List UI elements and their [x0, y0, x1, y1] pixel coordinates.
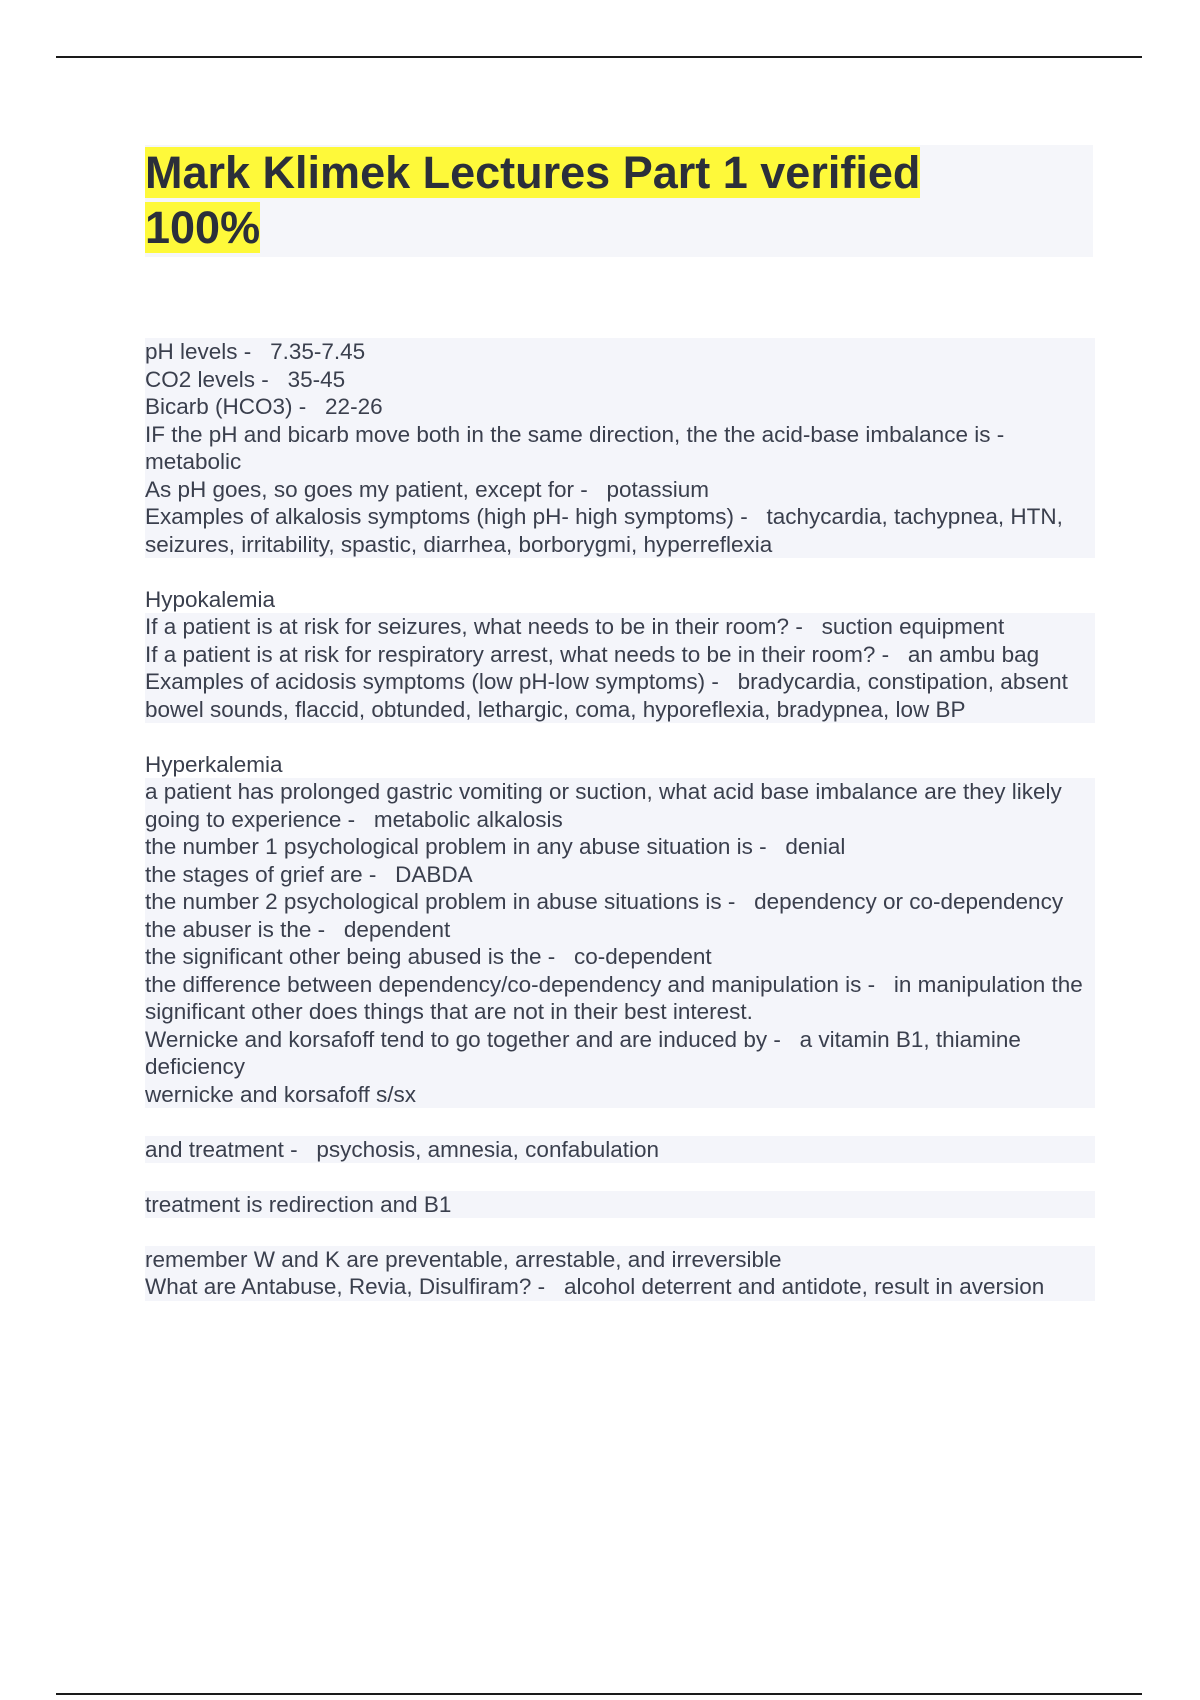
entry-answer: metabolic: [145, 449, 242, 474]
entry-question: Examples of alkalosis symptoms (high pH- high symptoms) -: [145, 504, 748, 529]
entry-answer: 35-45: [287, 366, 346, 392]
title-highlight: Mark Klimek Lectures Part 1 verified 100%: [145, 147, 921, 253]
entry-answer: bradycardia, constipation, absent bowel sounds, flaccid, obtunded, lethargic, coma, hyporeflexia, bradypnea, low BP: [145, 669, 1075, 722]
entry-significant-other: [145, 943, 1095, 971]
entry-answer: 22-26: [325, 394, 383, 419]
entry-answer: dependency or co-dependency: [754, 889, 1064, 914]
entry-abuser: [145, 916, 1095, 944]
entry-gastric-vomiting: [145, 778, 1095, 833]
entry-question: CO2 levels -: [145, 366, 269, 392]
entry-question: the abuser is the -: [145, 916, 326, 942]
entry-question: treatment is redirection and B1: [145, 1191, 452, 1217]
entry-seizure-room: [145, 613, 1095, 641]
entry-psych-problem-2: [145, 888, 1095, 916]
entry-co2-levels: [145, 366, 1095, 394]
spacer: [145, 1163, 1095, 1191]
entry-question: and treatment -: [145, 1136, 298, 1162]
entry-question: What are Antabuse, Revia, Disulfiram? -: [145, 1274, 546, 1299]
top-rule: [56, 56, 1142, 58]
entry-answer: co-dependent: [574, 944, 712, 969]
entry-treatment-redirection: [145, 1191, 1095, 1219]
spacer: [145, 1108, 1095, 1136]
entry-bicarb: [145, 393, 1095, 421]
entry-answer: potassium: [606, 476, 710, 502]
entry-question: Wernicke and korsafoff tend to go together and are induced by -: [145, 1026, 781, 1052]
entry-answer: suction equipment: [821, 614, 1005, 639]
entry-answer: in manipulation the significant other does things that are not in their best interest.: [145, 971, 1090, 1024]
entry-answer: denial: [785, 834, 846, 859]
content: [145, 338, 1095, 1301]
entry-and-treatment: [145, 1136, 1095, 1164]
entry-answer: DABDA: [395, 861, 473, 887]
entry-wernicke-sx: [145, 1081, 1095, 1109]
entry-answer: psychosis, amnesia, confabulation: [316, 1136, 660, 1162]
entry-hypokalemia: [145, 586, 1095, 614]
entry-question: If a patient is at risk for seizures, what needs to be in their room? -: [145, 614, 803, 639]
entry-psych-problem-1: [145, 833, 1095, 861]
entry-question: a patient has prolonged gastric vomiting or suction, what acid base imbalance are they likely going to experience -: [145, 779, 1069, 832]
entry-question: the significant other being abused is the -: [145, 944, 556, 969]
entry-ph-goes: [145, 476, 1095, 504]
entry-acidosis-symptoms: [145, 668, 1095, 723]
entry-alkalosis-symptoms: [145, 503, 1095, 558]
entry-answer: an ambu bag: [907, 641, 1040, 667]
entry-question: As pH goes, so goes my patient, except for -: [145, 476, 588, 502]
entry-question: wernicke and korsafoff s/sx: [145, 1081, 416, 1107]
entry-remember-wk: [145, 1246, 1095, 1274]
entry-answer: 7.35-7.45: [270, 339, 366, 364]
entry-question: Bicarb (HCO3) -: [145, 394, 307, 419]
entry-question: pH levels -: [145, 339, 252, 364]
entry-answer: dependent: [343, 916, 451, 942]
entry-question: the difference between dependency/co-dependency and manipulation is -: [145, 971, 876, 997]
spacer: [145, 1218, 1095, 1246]
entry-question: remember W and K are preventable, arrestable, and irreversible: [145, 1246, 782, 1272]
entry-question: Examples of acidosis symptoms (low pH-low symptoms) -: [145, 669, 719, 694]
spacer: [145, 558, 1095, 586]
entry-respiratory-room: [145, 641, 1095, 669]
entry-stages-grief: [145, 861, 1095, 889]
document-title: [145, 145, 1025, 255]
entry-hyperkalemia: [145, 751, 1095, 779]
spacer: [145, 723, 1095, 751]
entry-question: the number 2 psychological problem in abuse situations is -: [145, 889, 736, 914]
entry-answer: a vitamin B1, thiamine deficiency: [145, 1026, 1028, 1079]
entry-question: the number 1 psychological problem in any abuse situation is -: [145, 834, 767, 859]
entry-question: IF the pH and bicarb move both in the same direction, the the acid-base imbalance is -: [145, 421, 1005, 447]
entry-antabuse: [145, 1273, 1095, 1301]
entry-answer: tachycardia, tachypnea, HTN, seizures, irritability, spastic, diarrhea, borborygmi, hyperreflexia: [145, 504, 1070, 557]
entry-answer: metabolic alkalosis: [373, 806, 563, 832]
entry-heading: Hypokalemia: [145, 586, 276, 612]
entry-dependency-manipulation: [145, 971, 1095, 1026]
entry-ph-levels: [145, 338, 1095, 366]
entry-question: the stages of grief are -: [145, 861, 377, 887]
entry-question: If a patient is at risk for respiratory arrest, what needs to be in their room? -: [145, 641, 890, 667]
entry-heading: Hyperkalemia: [145, 751, 283, 777]
entry-wernicke-korsafoff: [145, 1026, 1095, 1081]
entry-ph-bicarb-direction: [145, 421, 1095, 476]
entry-answer: alcohol deterrent and antidote, result in aversion: [563, 1274, 1045, 1299]
bottom-rule: [56, 1693, 1142, 1695]
title-block: [145, 145, 1093, 257]
